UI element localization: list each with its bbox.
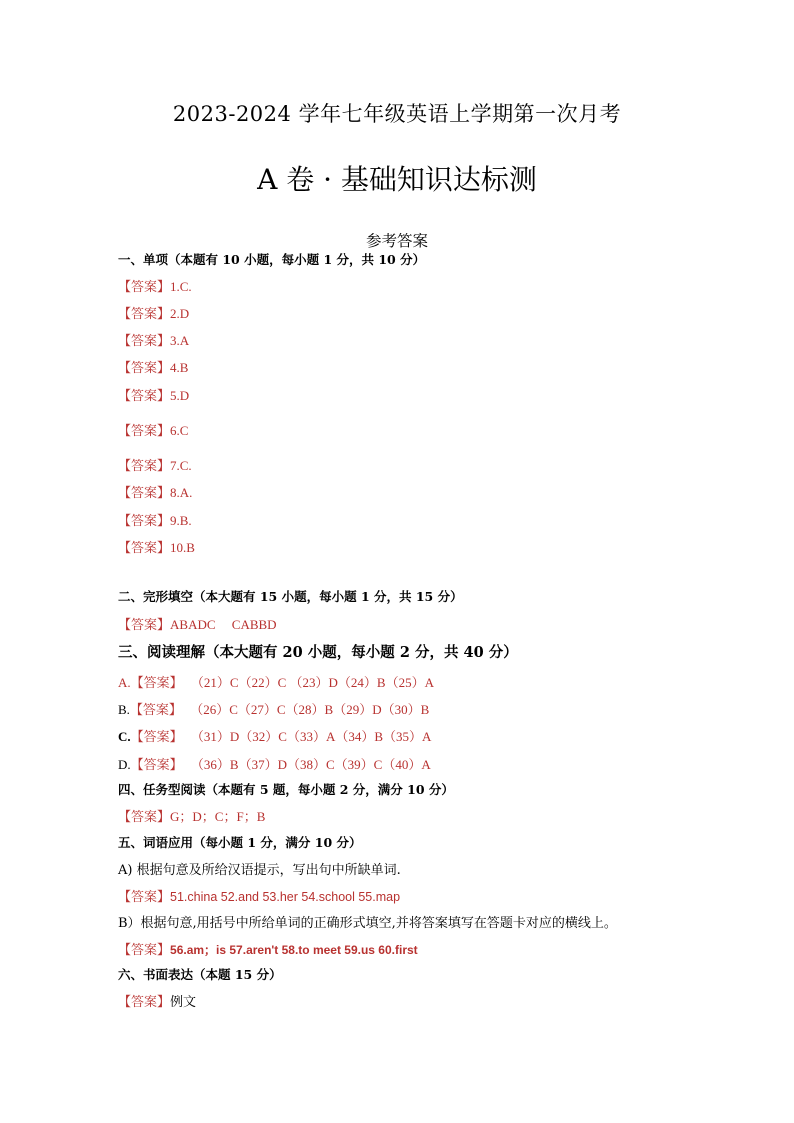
section2-answer	[118, 614, 277, 633]
section1-heading: 一、单项（本题有 10 小题，每小题 1 分，共 10 分）	[118, 252, 426, 267]
passage-prefix: D.	[118, 757, 131, 772]
answer-value: 7.C.	[170, 458, 192, 473]
answer-tag: 【答案】	[118, 995, 171, 1010]
reference-answers-label: 参考答案	[365, 232, 428, 250]
answer-value: 6.C	[170, 423, 189, 438]
answer-tag: 【答案】	[118, 389, 171, 404]
answer-tag: 【答案】	[118, 361, 171, 376]
section1-answer-3	[118, 330, 189, 349]
answer-value: 4.B	[170, 360, 189, 375]
answer-value: ABADC CABBD	[170, 617, 277, 632]
answer-tag: 【答案】	[118, 459, 171, 474]
answer-value: 8.A.	[170, 485, 193, 500]
section1-answer-6	[118, 420, 188, 439]
section6-answer	[118, 991, 196, 1010]
answer-value: （31）D（32）C（33）A（34）B（35）A	[190, 729, 432, 744]
answer-value: 例文	[170, 995, 197, 1010]
section1-answer-1	[118, 276, 192, 295]
section1-answer-5	[118, 385, 189, 404]
section5-part-b-answer	[118, 939, 418, 958]
answer-value: G；D；C；F；B	[170, 809, 266, 824]
answer-value: 1.C.	[170, 279, 192, 294]
section5-heading: 五、词语应用（每小题 1 分，满分 10 分）	[118, 835, 362, 850]
answer-value: （36）B（37）D（38）C（39）C（40）A	[190, 757, 431, 772]
answer-tag: 【答案】	[118, 541, 171, 556]
section1-answer-2	[118, 303, 189, 322]
section1-answer-4	[118, 357, 188, 376]
section3-heading: 三、阅读理解（本大题有 20 小题，每小题 2 分，共 40 分）	[118, 644, 518, 661]
answer-tag: 【答案】	[118, 810, 171, 825]
answer-tag: 【答案】	[118, 334, 171, 349]
section3-row-b	[118, 699, 429, 718]
answer-tag: 【答案】	[118, 514, 171, 529]
section3-row-a	[118, 672, 434, 691]
answer-tag: 【答案】	[118, 280, 171, 295]
answer-value: 5.D	[170, 388, 190, 403]
section5-part-a-instruction: A) 根据句意及所给汉语提示，写出句中所缺单词.	[118, 863, 401, 878]
answer-tag: 【答案】	[130, 676, 183, 691]
answer-value: 2.D	[170, 306, 190, 321]
answer-tag: 【答案】	[118, 424, 171, 439]
section1-answer-8	[118, 482, 192, 501]
answer-tag: 【答案】	[118, 618, 171, 633]
section6-heading: 六、书面表达（本题 15 分）	[118, 967, 282, 982]
answer-value: 9.B.	[170, 513, 192, 528]
page-subtitle: A 卷 · 基础知识达标测	[257, 163, 537, 196]
passage-prefix: B.	[118, 702, 130, 717]
answer-value: 56.am；is 57.aren't 58.to meet 59.us 60.first	[170, 943, 418, 957]
section5-part-b-instruction: B）根据句意,用括号中所给单词的正确形式填空,并将答案填写在答题卡对应的横线上。	[118, 916, 617, 931]
passage-prefix: A.	[118, 675, 131, 690]
answer-tag: 【答案】	[129, 703, 182, 718]
section3-row-d	[118, 754, 431, 773]
section1-answer-9	[118, 510, 192, 529]
section1-answer-7	[118, 455, 192, 474]
answer-value: （21）C（22）C （23）D（24）B（25）A	[190, 675, 434, 690]
page-title: 2023-2024 学年七年级英语上学期第一次月考	[172, 102, 622, 126]
section2-heading: 二、完形填空（本大题有 15 小题，每小题 1 分，共 15 分）	[118, 589, 463, 604]
answer-tag: 【答案】	[118, 486, 171, 501]
passage-prefix: C.	[118, 729, 131, 744]
section5-part-a-answer	[118, 886, 400, 905]
answer-tag: 【答案】	[130, 730, 183, 745]
section4-heading: 四、任务型阅读（本题有 5 题，每小题 2 分，满分 10 分）	[118, 782, 454, 797]
answer-value: 10.B	[170, 540, 195, 555]
answer-tag: 【答案】	[118, 943, 171, 958]
answer-tag: 【答案】	[118, 890, 171, 905]
answer-value: （26）C（27）C（28）B（29）D（30）B	[190, 702, 430, 717]
answer-tag: 【答案】	[118, 307, 171, 322]
answer-value: 3.A	[170, 333, 190, 348]
section3-row-c	[118, 726, 431, 745]
section1-answer-10	[118, 537, 195, 556]
answer-value: 51.china 52.and 53.her 54.school 55.map	[170, 890, 401, 904]
section4-answer	[118, 806, 265, 825]
answer-tag: 【答案】	[130, 758, 183, 773]
